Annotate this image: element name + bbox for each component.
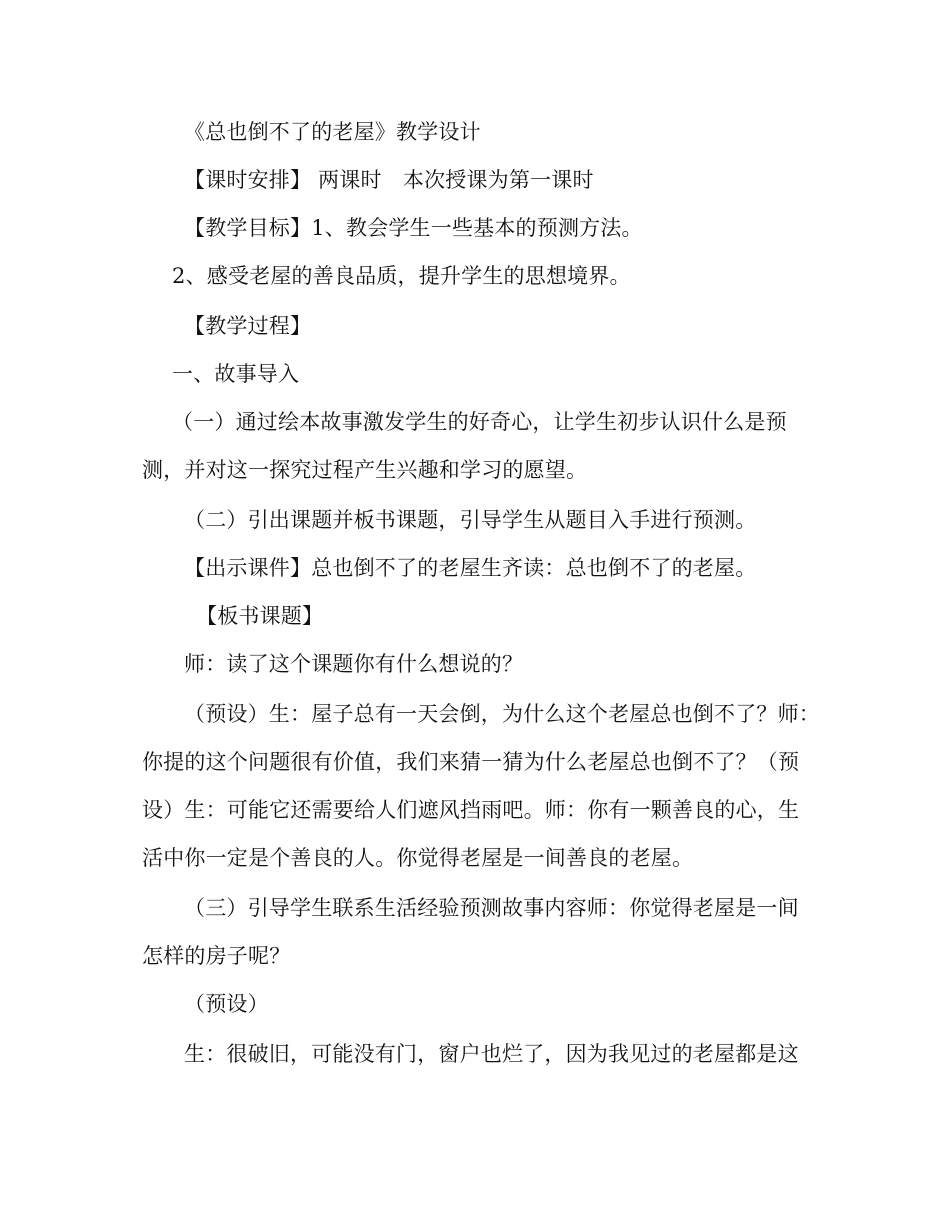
paragraph-line: （三）引导学生联系生活经验预测故事内容师：你觉得老屋是一间 <box>184 896 799 920</box>
paragraph-line: 活中你一定是个善良的人。你觉得老屋是一间善良的老屋。 <box>142 846 694 870</box>
paragraph-line: 测，并对这一探究过程产生兴趣和学习的愿望。 <box>142 458 588 482</box>
paragraph-line: 你提的这个问题很有价值，我们来猜一猜为什么老屋总也倒不了？（预 <box>142 750 800 774</box>
paragraph-line: 生：很破旧，可能没有门，窗户也烂了，因为我见过的老屋都是这 <box>184 1042 799 1066</box>
document-title: 《总也倒不了的老屋》教学设计 <box>184 120 481 144</box>
teaching-process-heading: 【教学过程】 <box>184 314 312 338</box>
paragraph-line: （一）通过绘本故事激发学生的好奇心，让学生初步认识什么是预 <box>172 410 787 434</box>
paragraph-line: （二）引出课题并板书课题，引导学生从题目入手进行预测。 <box>184 508 757 532</box>
paragraph-line: 设）生：可能它还需要给人们遮风挡雨吧。师：你有一颗善良的心，生 <box>142 798 800 822</box>
paragraph-line: （预设） <box>184 992 269 1016</box>
paragraph-line: （预设）生：屋子总有一天会倒，为什么这个老屋总也倒不了？师： <box>184 702 820 726</box>
section-heading-1: 一、故事导入 <box>172 362 300 386</box>
paragraph-line: 【出示课件】总也倒不了的老屋生齐读：总也倒不了的老屋。 <box>184 556 757 580</box>
paragraph-line: 怎样的房子呢？ <box>142 944 291 968</box>
paragraph-line: 【板书课题】 <box>196 604 324 628</box>
teaching-goal-1: 【教学目标】1、教会学生一些基本的预测方法。 <box>184 216 643 240</box>
teaching-goal-2: 2、感受老屋的善良品质，提升学生的思想境界。 <box>172 264 631 288</box>
paragraph-line: 师：读了这个课题你有什么想说的？ <box>184 652 524 676</box>
lesson-schedule-line: 【课时安排】 两课时 本次授课为第一课时 <box>184 168 594 192</box>
